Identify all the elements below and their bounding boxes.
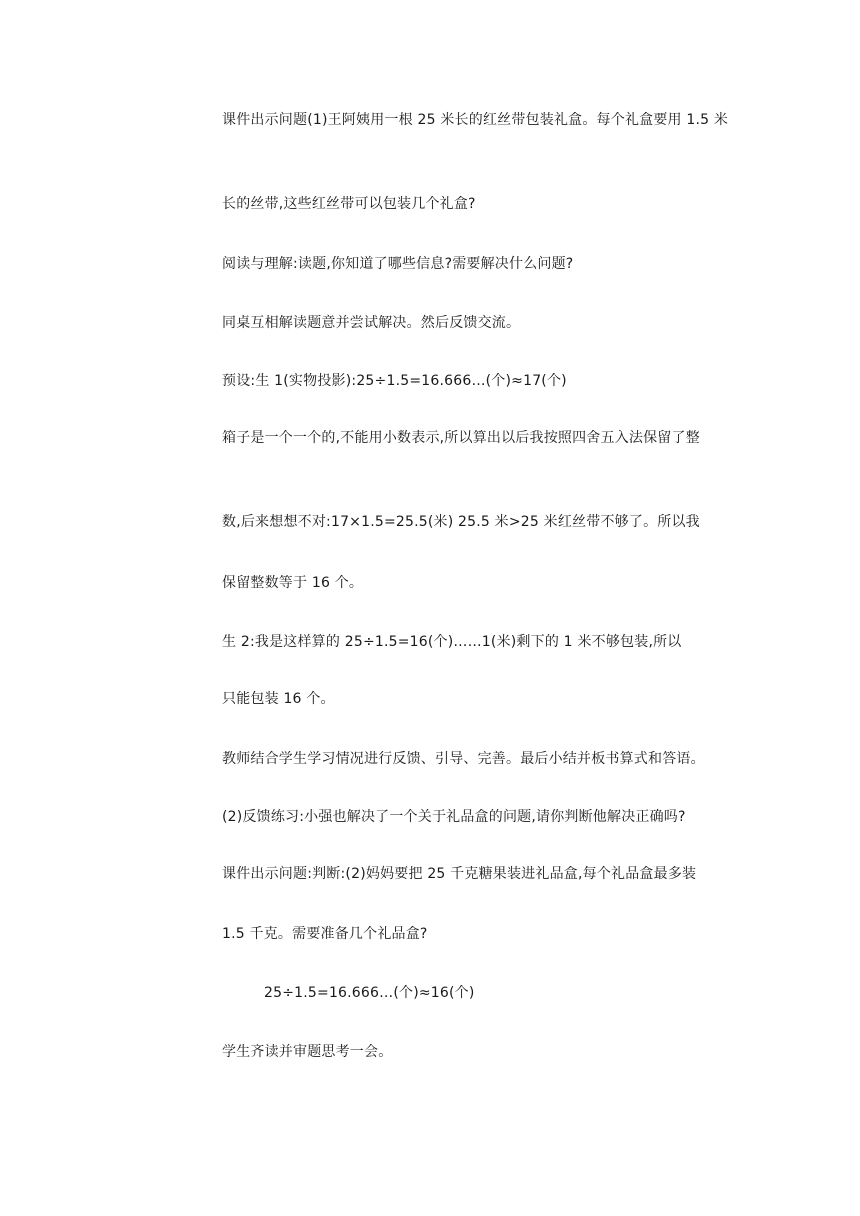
paragraph-line-6: 箱子是一个一个的,不能用小数表示,所以算出以后我按照四舍五入法保留了整 [222, 430, 700, 446]
paragraph-line-3: 阅读与理解:读题,你知道了哪些信息?需要解决什么问题? [222, 256, 574, 272]
paragraph-line-10: 只能包装 16 个。 [222, 691, 335, 707]
paragraph-line-13: 课件出示问题:判断:(2)妈妈要把 25 千克糖果装进礼品盒,每个礼品盒最多装 [222, 866, 697, 882]
paragraph-line-2: 长的丝带,这些红丝带可以包装几个礼盒? [222, 196, 476, 212]
paragraph-line-1: 课件出示问题(1)王阿姨用一根 25 米长的红丝带包装礼盒。每个礼盒要用 1.5 米 [222, 112, 729, 128]
paragraph-line-12: (2)反馈练习:小强也解决了一个关于礼品盒的问题,请你判断他解决正确吗? [222, 809, 686, 825]
paragraph-line-5: 预设:生 1(实物投影):25÷1.5=16.666…(个)≈17(个) [222, 373, 567, 389]
paragraph-line-9: 生 2:我是这样算的 25÷1.5=16(个)……1(米)剩下的 1 米不够包装,所以 [222, 634, 682, 650]
formula-line: 25÷1.5=16.666…(个)≈16(个) [264, 985, 475, 1001]
paragraph-line-8: 保留整数等于 16 个。 [222, 575, 364, 591]
paragraph-line-7: 数,后来想想不对:17×1.5=25.5(米) 25.5 米>25 米红丝带不够了。所以我 [222, 514, 700, 530]
paragraph-line-4: 同桌互相解读题意并尝试解决。然后反馈交流。 [222, 315, 521, 331]
paragraph-line-16: 学生齐读并审题思考一会。 [222, 1044, 393, 1060]
paragraph-line-14: 1.5 千克。需要准备几个礼品盒? [222, 926, 428, 942]
paragraph-line-11: 教师结合学生学习情况进行反馈、引导、完善。最后小结并板书算式和答语。 [222, 751, 705, 767]
